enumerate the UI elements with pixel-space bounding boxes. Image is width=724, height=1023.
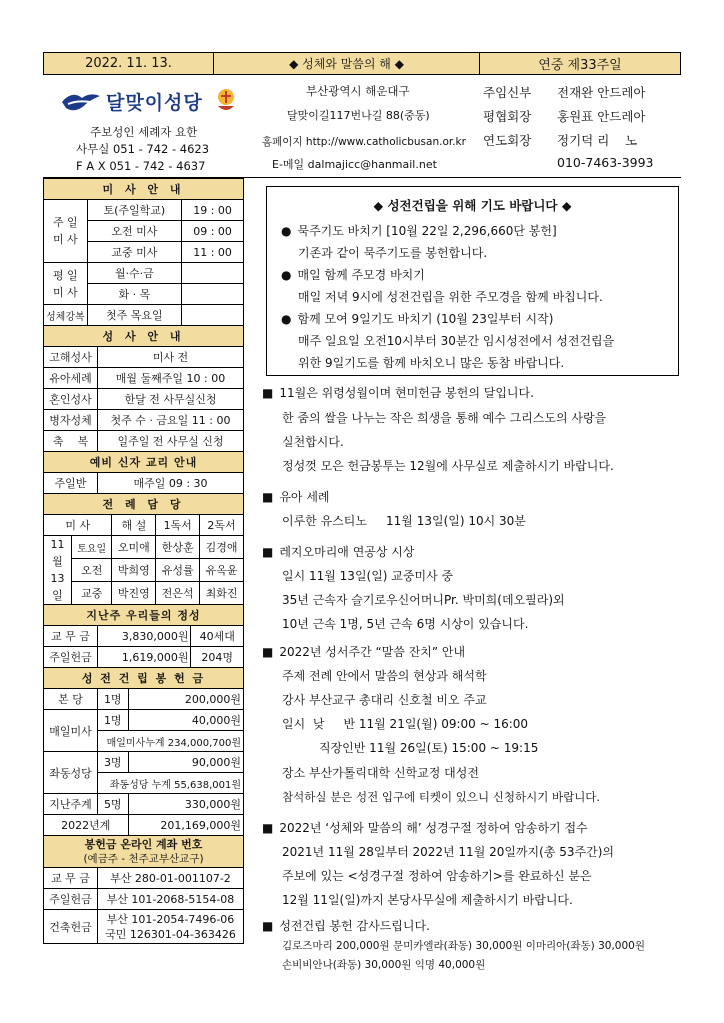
- sacrament-value: 한달 전 사무실신청: [98, 389, 244, 410]
- offering-count: 40세대: [191, 626, 244, 647]
- accounts-subtitle: (예금주 - 천주교부산교구): [83, 852, 204, 865]
- homepage-link[interactable]: 홈페이지 http://www.catholicbusan.or.kr: [262, 136, 466, 148]
- catechism-value: 매주일 09 : 30: [98, 473, 244, 494]
- building-value: 40,000원: [128, 710, 244, 731]
- prayer-item-head: 묵주기도 바치기 [10월 22일 2,296,660단 봉헌]: [297, 224, 557, 238]
- square-bullet-icon: ■: [262, 545, 274, 559]
- issue-date: 2022. 11. 13.: [44, 53, 214, 74]
- sidebar: [43, 178, 244, 944]
- building-count: 1명: [98, 710, 129, 731]
- liturgical-week: 연중 제33주일: [538, 58, 622, 73]
- building-value: 330,000원: [128, 794, 244, 815]
- staff-name-2: 홍원표 안드레아: [557, 109, 646, 124]
- offering-title: 지난주 우리들의 정성: [44, 605, 244, 626]
- liturgy-mass: 오전: [72, 559, 112, 582]
- news-line: 김로즈마리 200,000원 문미카엘라(좌동) 30,000원 이마리아(좌동) 30,000원: [282, 940, 645, 952]
- news-item-title: 레지오마리애 연공상 시상: [279, 545, 415, 559]
- liturgy-person: 최화진: [200, 582, 244, 605]
- mass-time: 11 : 00: [182, 242, 244, 263]
- sacrament-key: 유아세례: [44, 368, 98, 389]
- liturgy-date: 11월 13일: [44, 536, 72, 605]
- news-line: 강사 부산교구 총대리 신호철 비오 주교: [282, 693, 487, 707]
- sacrament-value: 매월 둘째주일 10 : 00: [98, 368, 244, 389]
- liturgy-person: 박진영: [112, 582, 156, 605]
- offering-key: 주일헌금: [44, 647, 98, 668]
- building-key: 좌동성당: [44, 752, 98, 794]
- account-number: 부산 101-2068-5154-08: [98, 889, 244, 910]
- dove-icon: [60, 88, 102, 114]
- news-line: 10년 근속 1명, 5년 근속 6명 시상이 있습니다.: [282, 617, 529, 631]
- mass-name: 교중 미사: [87, 242, 181, 263]
- mass-name: 화 · 목: [87, 284, 181, 305]
- bullet-icon: ●: [281, 224, 292, 238]
- news-line: 손비비안나(좌동) 30,000원 익명 40,000원: [282, 959, 486, 971]
- offering-key: 교 무 금: [44, 626, 98, 647]
- office-fax: F A X 051 - 742 - 4637: [76, 159, 206, 173]
- account-number: 국민 126301-04-363426: [105, 927, 236, 941]
- prayer-item-body: 매주 일요일 오전10시부터 30분간 임시성전에서 성전건립을: [298, 334, 615, 348]
- staff-name-3: 정기덕 리 노: [557, 133, 638, 148]
- square-bullet-icon: ■: [262, 386, 274, 400]
- news-line: 주제 전례 안에서 말씀의 현상과 해석학: [282, 669, 487, 683]
- prayer-item-body: 기존과 같이 묵주기도를 봉헌합니다.: [298, 246, 488, 260]
- mass-name: 오전 미사: [87, 221, 181, 242]
- building-total-label: 2022년계: [44, 815, 129, 836]
- news-line: 12월 11일(일)까지 본당사무실에 제출하시기 바랍니다.: [282, 893, 573, 907]
- news-item-title: 11월은 위령성월이며 현미헌금 봉헌의 달입니다.: [279, 386, 534, 400]
- square-bullet-icon: ■: [262, 919, 274, 933]
- staff-role-2: 평협회장: [483, 109, 532, 124]
- liturgy-person: 김경애: [200, 536, 244, 559]
- catechism-key: 주일반: [44, 473, 98, 494]
- news-line: 일시 11월 13일(일) 교중미사 중: [282, 569, 454, 583]
- building-subtotal: 좌동성당 누계 55,638,001원: [98, 773, 244, 794]
- prayer-item-head: 함께 모여 9일기도 바치기 (10월 23일부터 시작): [297, 312, 554, 326]
- building-count: 1명: [98, 689, 129, 710]
- liturgy-mass: 토요일: [72, 536, 112, 559]
- building-key: 지난주계: [44, 794, 98, 815]
- prayer-item-body: 매일 저녁 9시에 성전건립을 위한 주모경을 함께 바칩니다.: [298, 290, 603, 304]
- sacrament-value: 일주일 전 사무실 신청: [98, 431, 244, 452]
- mass-time: [182, 284, 244, 305]
- office-phone: 사무실 051 - 742 - 4623: [76, 142, 210, 156]
- mass-time: [182, 263, 244, 284]
- accounts-title: 봉헌금 온라인 계좌 번호: [84, 837, 203, 851]
- building-value: 200,000원: [128, 689, 244, 710]
- news-item-title: 2022년 성서주간 “말씀 잔치” 안내: [279, 645, 466, 659]
- mass-time: 19 : 00: [182, 200, 244, 221]
- year-motto: ◆ 성체와 말씀의 해 ◆: [214, 53, 480, 74]
- news-item-title: 2022년 ‘성체와 말씀의 해’ 성경구절 정하여 암송하기 접수: [279, 821, 588, 835]
- news-line: 장소 부산가톨릭대학 신학교정 대성전: [282, 766, 479, 780]
- header-bar: [43, 52, 681, 75]
- building-value: 90,000원: [128, 752, 244, 773]
- host-chalice-icon: [211, 86, 241, 116]
- news-line: 주보에 있는 <성경구절 정하여 암송하기>를 완료하신 분은: [282, 869, 592, 883]
- sacrament-key: 혼인성사: [44, 389, 98, 410]
- adoration-value: 첫주 목요일: [87, 305, 181, 326]
- building-subtotal: 매일미사누계 234,000,700원: [98, 731, 244, 752]
- account-key: 주일헌금: [44, 889, 98, 910]
- parish-logo: [60, 86, 241, 116]
- liturgy-person: 박희영: [112, 559, 156, 582]
- building-key: 본 당: [44, 689, 98, 710]
- building-count: 3명: [98, 752, 129, 773]
- liturgy-person: 한상훈: [156, 536, 200, 559]
- news-item-title: 성전건립 봉헌 감사드립니다.: [279, 919, 430, 933]
- prayer-item-body: 위한 9일기도를 함께 바치오니 많은 동참 바랍니다.: [298, 356, 565, 370]
- news-line: 2021년 11월 28일부터 2022년 11월 20일까지(총 53주간)의: [282, 845, 614, 859]
- liturgy-title: 전 례 담 당: [44, 494, 244, 515]
- liturgy-person: 유성률: [156, 559, 200, 582]
- account-number: 부산 280-01-001107-2: [98, 868, 244, 889]
- sacrament-key: 병자성체: [44, 410, 98, 431]
- sacrament-title: 성 사 안 내: [44, 326, 244, 347]
- news-line: 직장인반 11월 26일(토) 15:00 ~ 19:15: [319, 741, 539, 755]
- weekday-mass-label: 평 일 미 사: [44, 263, 88, 305]
- building-title: 성 전 건 립 봉 헌 금: [44, 668, 244, 689]
- news-line: 이루한 유스티노 11월 13일(일) 10시 30분: [282, 514, 526, 528]
- liturgy-mass: 교중: [72, 582, 112, 605]
- square-bullet-icon: ■: [262, 645, 274, 659]
- address-line2: 달맞이길117번나길 88(중동): [287, 109, 430, 122]
- sacrament-key: 고해성사: [44, 347, 98, 368]
- account-key: 교 무 금: [44, 868, 98, 889]
- email-link[interactable]: E-메일 dalmajicc@hanmail.net: [272, 158, 437, 171]
- prayer-title: ◆ 성전건립을 위해 기도 바랍니다 ◆: [373, 198, 572, 213]
- parish-name: 달맞이성당: [106, 91, 203, 114]
- catechism-title: 예비 신자 교리 안내: [44, 452, 244, 473]
- liturgy-head: 해 설: [112, 515, 156, 536]
- offering-value: 3,830,000원: [98, 626, 191, 647]
- mass-name: 토(주일학교): [87, 200, 181, 221]
- patron-saint: 주보성인 세례자 요한: [90, 125, 198, 139]
- sacrament-key: 축 복: [44, 431, 98, 452]
- mass-name: 월·수·금: [87, 263, 181, 284]
- building-total-value: 201,169,000원: [128, 815, 244, 836]
- square-bullet-icon: ■: [262, 821, 274, 835]
- bullet-icon: ●: [281, 268, 292, 282]
- offering-value: 1,619,000원: [98, 647, 191, 668]
- news-line: 35년 근속자 슬기로우신어머니Pr. 박미희(데오필라)외: [282, 593, 565, 607]
- news-line: 한 줌의 쌀을 나누는 작은 희생을 통해 예수 그리스도의 사랑을: [282, 411, 607, 425]
- liturgy-head: 미 사: [44, 515, 112, 536]
- staff-role-3: 연도회장: [483, 133, 532, 148]
- liturgy-person: 오미애: [112, 536, 156, 559]
- liturgy-head: 1독서: [156, 515, 200, 536]
- mass-time: 09 : 00: [182, 221, 244, 242]
- news-line: 참석하실 분은 성전 입구에 티켓이 있으니 신청하시기 바랍니다.: [282, 790, 601, 804]
- liturgy-person: 유옥윤: [200, 559, 244, 582]
- prayer-item-head: 매일 함께 주모경 바치기: [297, 268, 425, 282]
- news-line: 정성껏 모은 헌금봉투는 12월에 사무실로 제출하시기 바랍니다.: [282, 459, 614, 473]
- liturgy-head: 2독서: [200, 515, 244, 536]
- address-line1: 부산광역시 해운대구: [306, 84, 410, 98]
- staff-phone: 010-7463-3993: [557, 155, 654, 170]
- sacrament-value: 첫주 수 · 금요일 11 : 00: [98, 410, 244, 431]
- news-line: 일시 낮 반 11월 21일(월) 09:00 ~ 16:00: [282, 717, 529, 731]
- offering-count: 204명: [191, 647, 244, 668]
- sunday-mass-label: 주 일 미 사: [44, 200, 88, 263]
- square-bullet-icon: ■: [262, 490, 274, 504]
- adoration-label: 성체강복: [44, 305, 88, 326]
- mass-title: 미 사 안 내: [44, 179, 244, 200]
- liturgy-person: 전은석: [156, 582, 200, 605]
- news-line: 실천합시다.: [282, 435, 344, 449]
- sacrament-value: 미사 전: [98, 347, 244, 368]
- bullet-icon: ●: [281, 312, 292, 326]
- staff-role-1: 주임신부: [483, 85, 532, 100]
- account-key: 건축헌금: [44, 910, 98, 944]
- news-item-title: 유아 세례: [279, 490, 330, 504]
- staff-name-1: 전재완 안드레아: [557, 85, 646, 100]
- building-count: 5명: [98, 794, 129, 815]
- account-number: 부산 101-2054-7496-06: [106, 912, 235, 926]
- building-key: 매일미사: [44, 710, 98, 752]
